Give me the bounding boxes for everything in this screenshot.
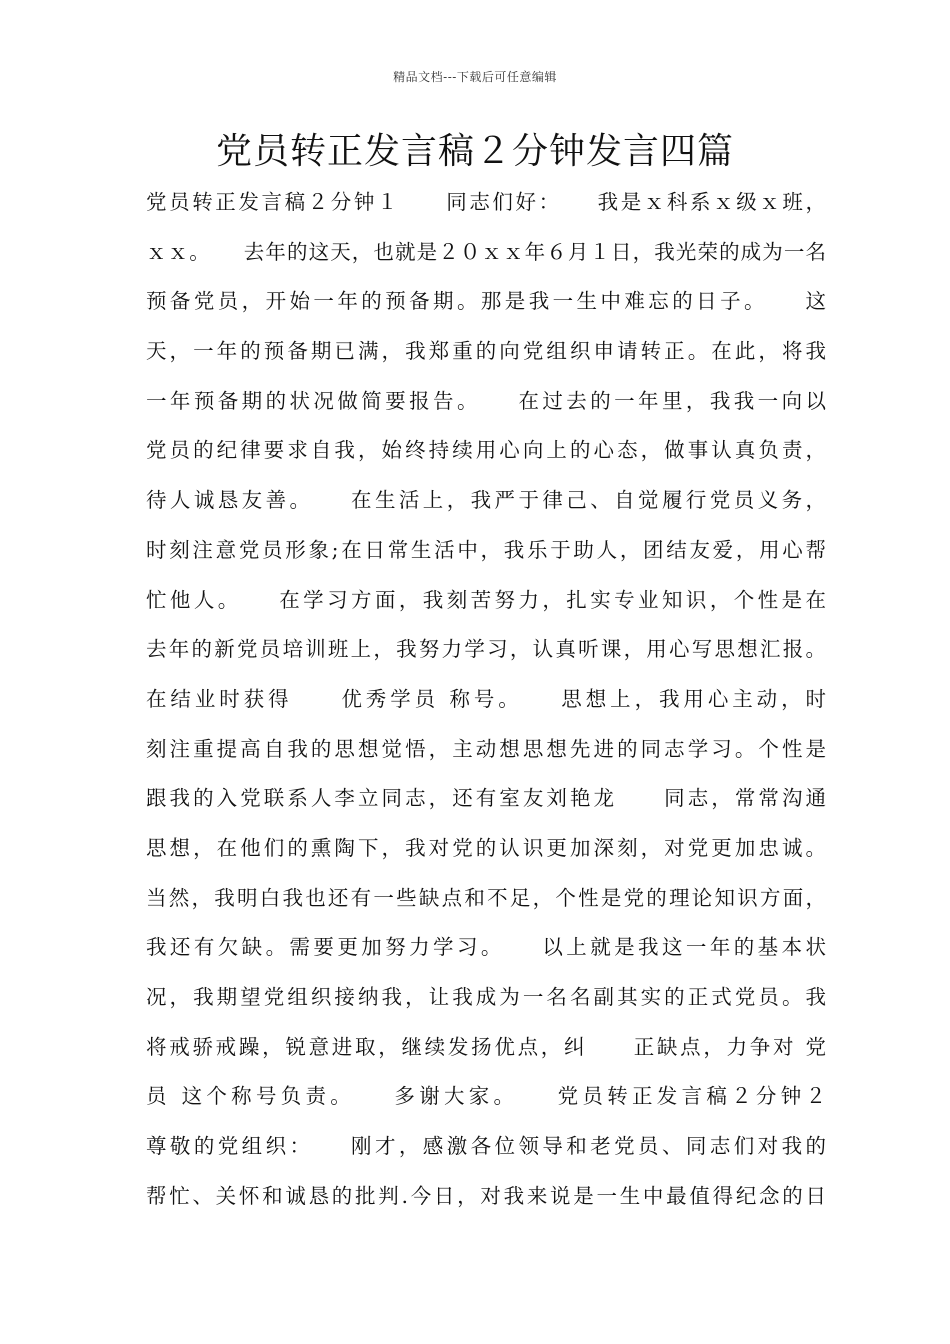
body-line: 将戒骄戒躁，锐意进取，继续发扬优点，纠 正缺点，力争对 党 bbox=[146, 1034, 826, 1059]
body-line: 况，我期望党组织接纳我，让我成为一名名副其实的正式党员。我 bbox=[146, 985, 826, 1009]
header-note: 精品文档---下载后可任意编辑 bbox=[393, 70, 557, 84]
document-title: 党员转正发言稿２分钟发言四篇 bbox=[215, 131, 734, 172]
body-line: 思想，在他们的熏陶下，我对党的认识更加深刻，对党更加忠诚。 bbox=[146, 835, 826, 860]
body-line: 尊敬的党组织： 刚才，感激各位领导和老党员、同志们对我的 bbox=[146, 1134, 826, 1159]
body-line: 在结业时获得 优秀学员 称号。 思想上，我用心主动，时 bbox=[146, 686, 826, 711]
body-line: 当然，我明白我也还有一些缺点和不足，个性是党的理论知识方面， bbox=[146, 885, 826, 910]
body-line: 党员的纪律要求自我，始终持续用心向上的心态，做事认真负责， bbox=[146, 438, 826, 463]
body-line: 时刻注意党员形象;在日常生活中，我乐于助人，团结友爱，用心帮 bbox=[146, 537, 826, 562]
body-line: 预备党员，开始一年的预备期。那是我一生中难忘的日子。 这 bbox=[146, 289, 826, 314]
body-line: 忙他人。 在学习方面，我刻苦努力，扎实专业知识，个性是在 bbox=[146, 587, 826, 612]
body-line: ｘｘ。 去年的这天，也就是２０ｘｘ年６月１日，我光荣的成为一名 bbox=[146, 239, 826, 264]
body-line: 我还有欠缺。需要更加努力学习。 以上就是我这一年的基本状 bbox=[146, 935, 826, 960]
body-text bbox=[146, 178, 826, 1221]
body-line: 天，一年的预备期已满，我郑重的向党组织申请转正。在此，将我 bbox=[146, 339, 826, 364]
body-line: 党员转正发言稿２分钟１ 同志们好： 我是ｘ科系ｘ级ｘ班， bbox=[146, 190, 826, 214]
body-line: 一年预备期的状况做简要报告。 在过去的一年里，我我一向以 bbox=[146, 388, 826, 413]
body-line: 员 这个称号负责。 多谢大家。 党员转正发言稿２分钟２ bbox=[146, 1084, 826, 1109]
body-line: 待人诚恳友善。 在生活上，我严于律己、自觉履行党员义务， bbox=[146, 488, 826, 513]
body-line: 帮忙、关怀和诚恳的批判.今日，对我来说是一生中最值得纪念的日 bbox=[146, 1183, 826, 1208]
body-line: 刻注重提高自我的思想觉悟，主动想思想先进的同志学习。个性是 bbox=[146, 736, 826, 761]
body-line: 跟我的入党联系人李立同志，还有室友刘艳龙 同志，常常沟通 bbox=[146, 786, 826, 811]
body-line: 去年的新党员培训班上，我努力学习，认真听课，用心写思想汇报。 bbox=[146, 637, 826, 662]
